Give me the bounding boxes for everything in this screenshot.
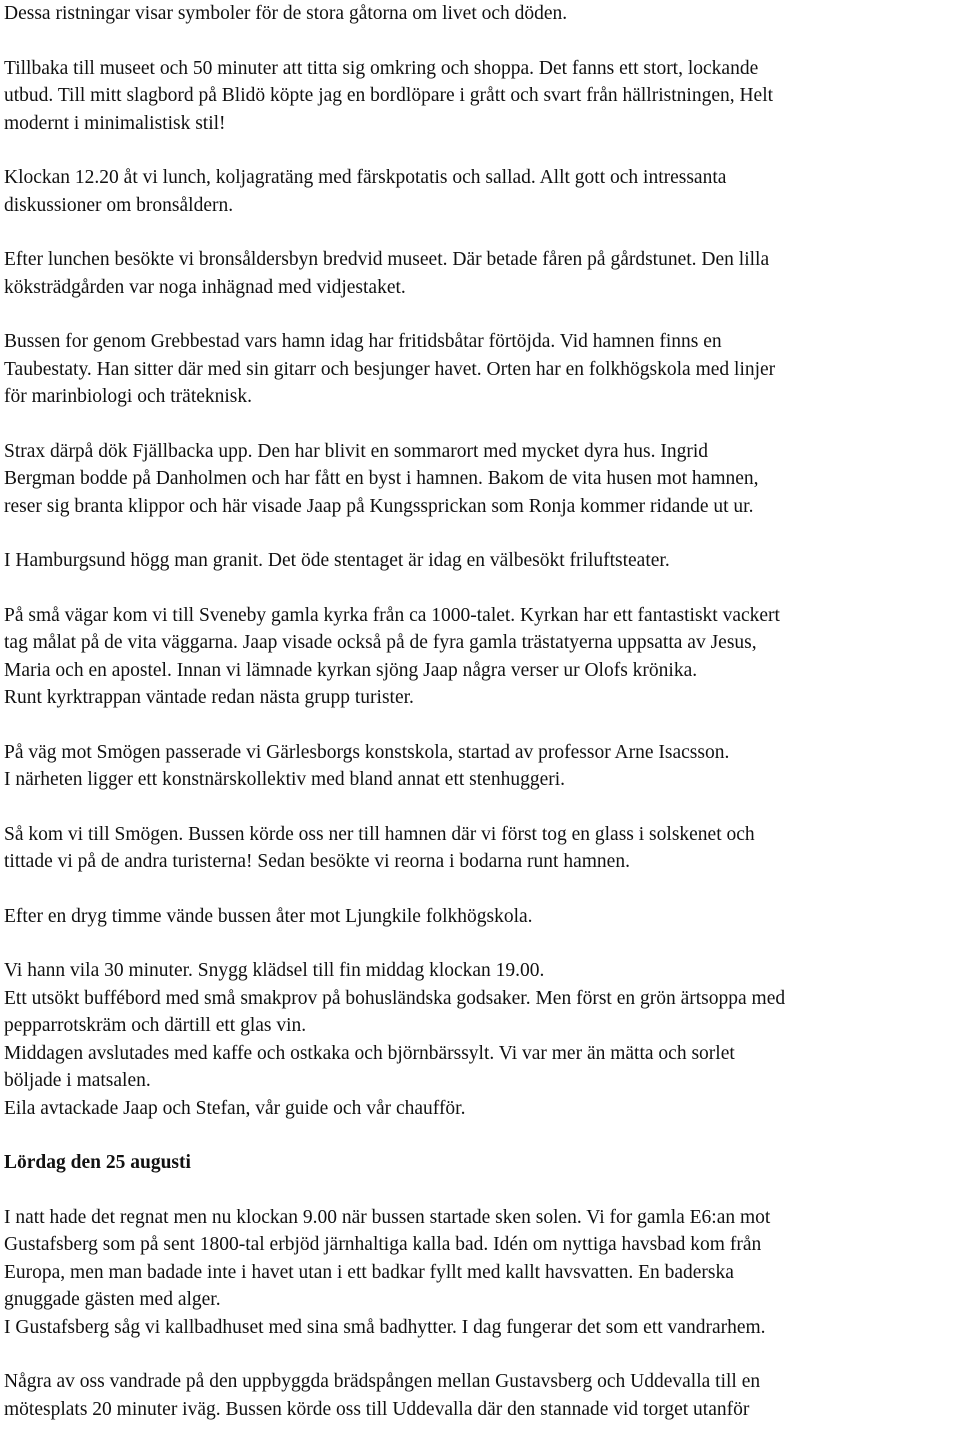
paragraph-7: I Hamburgsund högg man granit. Det öde stentaget är idag en välbesökt friluftsteater. (4, 550, 670, 571)
paragraph-2: Tillbaka till museet och 50 minuter att titta sig omkring och shoppa. Det fanns ett stort, lockande utbud. Till mitt slagbord på Blidö köpte jag en bordlöpare i grått och svart från hällristningen, Helt modernt i minimalistisk stil! (4, 57, 774, 134)
paragraph-6: Strax därpå dök Fjällbacka upp. Den har blivit en sommarort med mycket dyra hus. Ingrid Bergman bodde på Danholmen och har fått en byst i hamnen. Bakom de vita husen mot hamnen, reser sig branta klippor och här visade Jaap på Kungssprickan som Ronja kommer ridande ut ur. (4, 440, 759, 517)
paragraph-5: Bussen for genom Grebbestad vars hamn idag har fritidsbåtar förtöjda. Vid hamnen finns en Taubestaty. Han sitter där med sin gitarr och besjunger havet. Orten har en folkhögskola med linjer för marinbiologi och träteknisk. (4, 331, 776, 407)
paragraph-12: Vi hann vila 30 minuter. Snygg klädsel till fin middag klockan 19.00. Ett utsökt buffébord med små smakprov på bohusländska godsaker. Men först en grön ärtsoppa med pepparrotskräm och därtill ett glas vin. Middagen avslutades med kaffe och ostkaka och björnbärssylt. Vi var mer än mätta och sorlet böljade i matsalen. Eila avtackade Jaap och Stefan, vår guide och vår chaufför. (4, 960, 786, 1119)
paragraph-4: Efter lunchen besökte vi bronsåldersbyn bredvid museet. Där betade fåren på gårdstunet. Den lilla köksträdgården var noga inhägnad med vidjestaket. (4, 249, 770, 298)
paragraph-13: I natt hade det regnat men nu klockan 9.00 när bussen startade sken solen. Vi for gamla E6:an mot Gustafsberg som på sent 1800-tal erbjöd järnhaltiga kalla bad. Idén om nyttiga havsbad kom från Europa, men man badade inte i havet utan i ett badkar fyllt med kallt havsvatten. En baderska gnuggade gästen med alger. I Gustafsberg såg vi kallbadhuset med sina små badhytter. I dag fungerar det som ett vandrarhem. (4, 1206, 771, 1338)
section-heading: Lördag den 25 augusti (4, 1152, 191, 1173)
paragraph-9: På väg mot Smögen passerade vi Gärlesborgs konstskola, startad av professor Arne Isacsson. I närheten ligger ett konstnärskollektiv med bland annat ett stenhuggeri. (4, 741, 730, 790)
paragraph-1: Dessa ristningar visar symboler för de stora gåtorna om livet och döden. (4, 3, 568, 24)
paragraph-10: Så kom vi till Smögen. Bussen körde oss ner till hamnen där vi först tog en glass i solskenet och tittade vi på de andra turisterna! Sedan besökte vi reorna i bodarna runt hamnen. (4, 823, 755, 872)
paragraph-8: På små vägar kom vi till Sveneby gamla kyrka från ca 1000-talet. Kyrkan har ett fantastiskt vackert tag målat på de vita väggarna. Jaap visade också på de fyra gamla trästatyerna uppsatta av Jesus, Maria och en apostel. Innan vi lämnade kyrkan sjöng Jaap några verser ur Olofs krönika. Runt kyrktrappan väntade redan nästa grupp turister. (4, 604, 780, 708)
paragraph-11: Efter en dryg timme vände bussen åter mot Ljungkile folkhögskola. (4, 905, 533, 927)
paragraph-14: Några av oss vandrade på den uppbyggda brädspången mellan Gustavsberg och Uddevalla till en mötesplats 20 minuter iväg. Bussen körde oss till Uddevalla där den stannade vid torget utanför (4, 1371, 761, 1420)
paragraph-3: Klockan 12.20 åt vi lunch, koljagratäng med färskpotatis och sallad. Allt gott och intressanta diskussioner om bronsåldern. (4, 167, 727, 216)
